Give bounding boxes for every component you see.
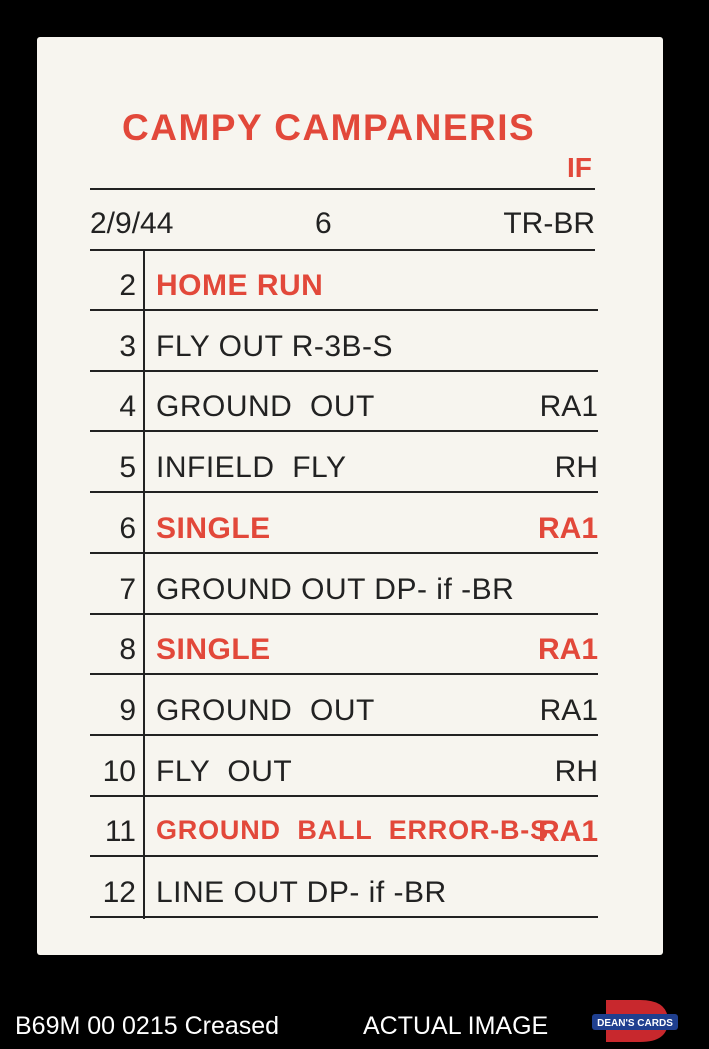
result-code: RA1 bbox=[539, 693, 598, 727]
deans-cards-logo bbox=[588, 998, 682, 1044]
result-code: RA1 bbox=[539, 390, 598, 424]
row-rule bbox=[90, 734, 598, 736]
row-rule bbox=[90, 552, 598, 554]
row-rule bbox=[90, 613, 598, 615]
result-row bbox=[90, 555, 598, 615]
row-rule bbox=[90, 855, 598, 857]
roll-number: 8 bbox=[119, 633, 136, 667]
result-code: RA1 bbox=[537, 511, 598, 545]
roll-number: 7 bbox=[119, 572, 136, 606]
result-text: GROUND OUT bbox=[156, 693, 375, 727]
result-row bbox=[90, 494, 598, 554]
batting-throwing-hand: TR-BR bbox=[503, 207, 595, 240]
roll-number: 3 bbox=[119, 329, 136, 363]
player-info-row bbox=[90, 207, 595, 247]
result-text: SINGLE bbox=[156, 511, 271, 545]
result-text: GROUND OUT bbox=[156, 390, 375, 424]
roll-number: 5 bbox=[119, 451, 136, 485]
roll-number: 2 bbox=[119, 269, 136, 302]
result-text: GROUND BALL ERROR-B-S bbox=[156, 815, 549, 846]
result-row bbox=[90, 312, 598, 372]
result-code: RH bbox=[554, 451, 598, 485]
header-rule bbox=[90, 188, 595, 190]
result-code: RA1 bbox=[537, 633, 598, 667]
result-row bbox=[90, 615, 598, 675]
row-rule bbox=[90, 795, 598, 797]
row-rule bbox=[90, 430, 598, 432]
row-rule bbox=[90, 370, 598, 372]
result-row bbox=[90, 858, 598, 918]
result-row bbox=[90, 737, 598, 797]
roll-number: 12 bbox=[102, 876, 136, 909]
result-code: RH bbox=[554, 754, 598, 788]
row-rule bbox=[90, 309, 598, 311]
roll-number: 6 bbox=[119, 511, 136, 545]
player-name: CAMPY CAMPANERIS bbox=[122, 107, 536, 148]
result-text: GROUND OUT DP- if -BR bbox=[156, 572, 515, 606]
result-text: LINE OUT DP- if -BR bbox=[156, 876, 447, 909]
roll-number: 4 bbox=[119, 390, 136, 424]
roll-number: 11 bbox=[104, 815, 136, 849]
logo-text: DEAN'S CARDS bbox=[597, 1018, 673, 1029]
result-row bbox=[90, 251, 598, 311]
result-text: SINGLE bbox=[156, 633, 271, 667]
row-rule bbox=[90, 916, 598, 918]
player-number: 6 bbox=[315, 207, 332, 240]
roll-number: 9 bbox=[119, 693, 136, 727]
actual-image-label: ACTUAL IMAGE bbox=[363, 1012, 549, 1040]
row-rule bbox=[90, 491, 598, 493]
result-code: RA1 bbox=[537, 815, 598, 849]
player-position: IF bbox=[567, 152, 592, 183]
birth-date: 2/9/44 bbox=[90, 207, 174, 240]
result-row bbox=[90, 797, 598, 857]
row-rule bbox=[90, 673, 598, 675]
player-card bbox=[37, 37, 663, 955]
result-text: FLY OUT bbox=[156, 754, 293, 788]
result-row bbox=[90, 433, 598, 493]
result-row bbox=[90, 372, 598, 432]
result-row bbox=[90, 676, 598, 736]
result-text: FLY OUT R-3B-S bbox=[156, 329, 394, 363]
result-text: INFIELD FLY bbox=[156, 451, 347, 485]
grade-label: B69M 00 0215 Creased bbox=[15, 1012, 280, 1040]
result-text: HOME RUN bbox=[156, 269, 324, 302]
roll-number: 10 bbox=[102, 754, 136, 788]
